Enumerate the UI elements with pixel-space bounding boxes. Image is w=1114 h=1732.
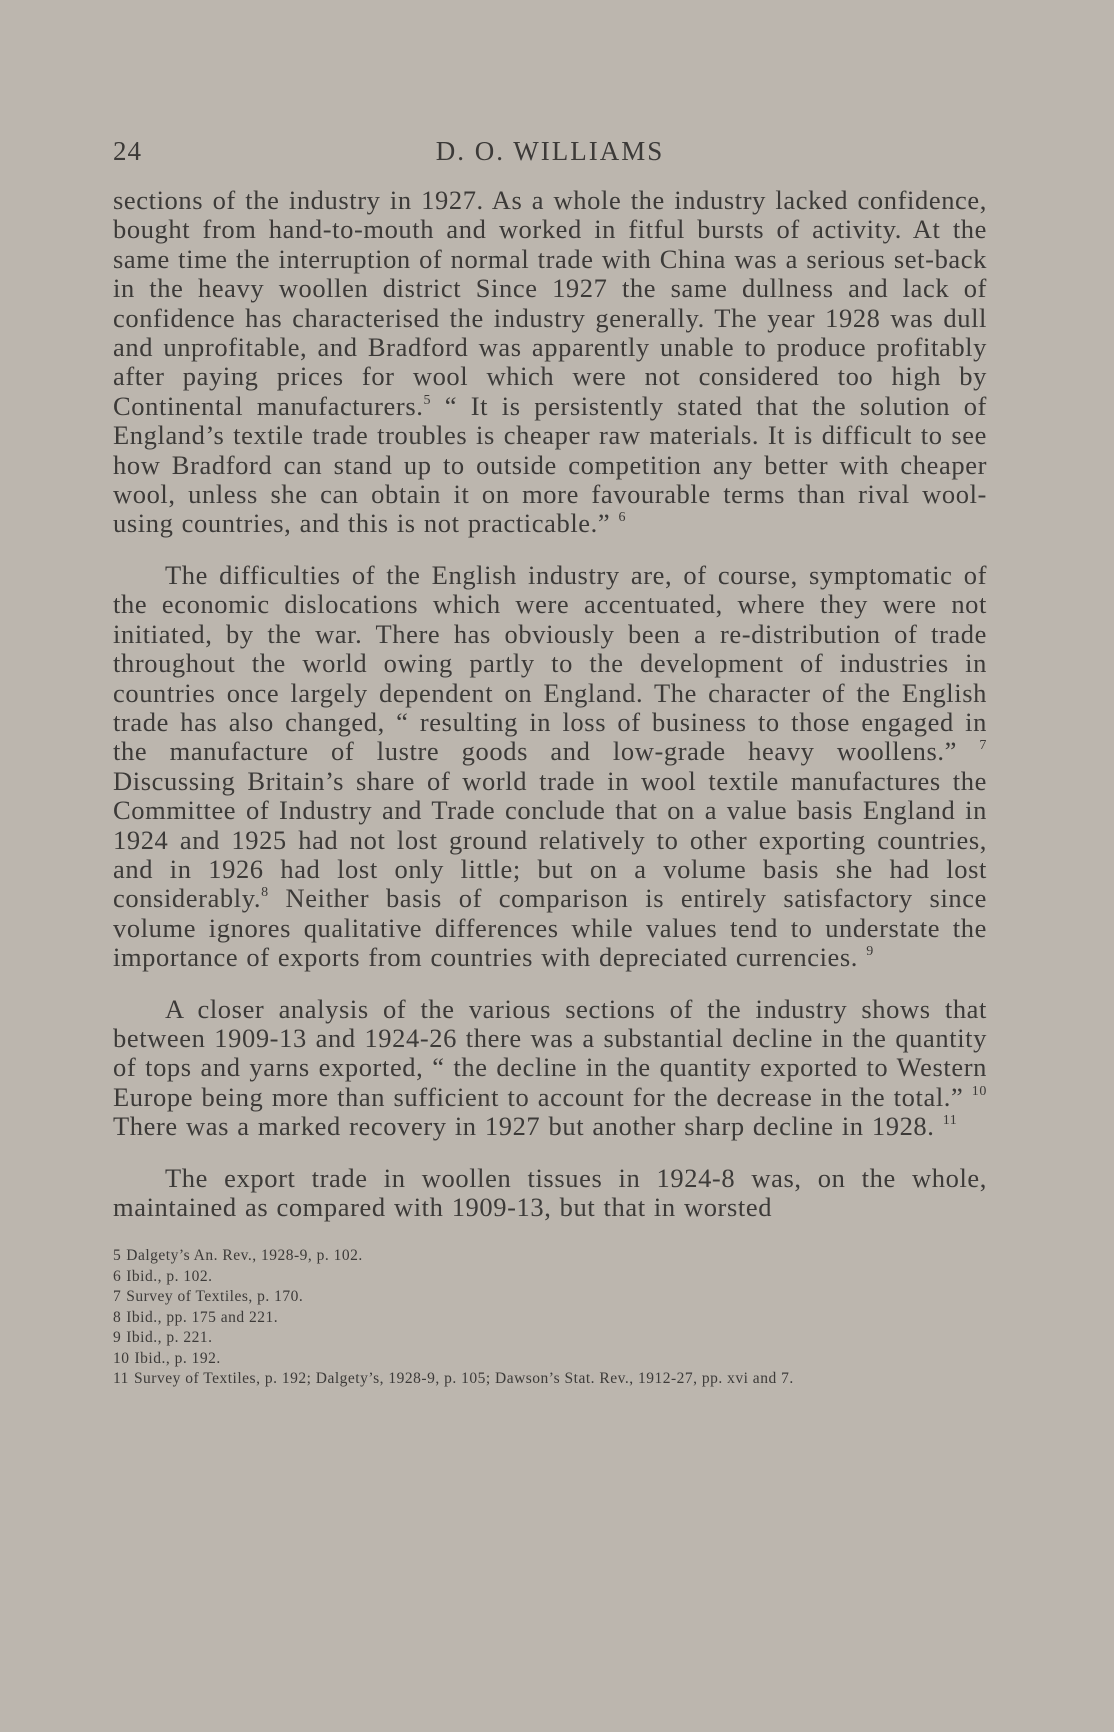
footnote-number: 5 <box>113 1247 122 1265</box>
text-run: The export trade in woollen tissues in 1924-8 was, on the whole, maintained as compared with 1909-13, but that in worsted <box>113 1162 987 1222</box>
footnote-ref-6: 6 <box>618 510 627 526</box>
page-number: 24 <box>113 136 142 166</box>
footnote-5 <box>113 1246 987 1267</box>
text-run: The difficulties of the English industry are, of course, symptomatic of the economic dislocations which were accentuated, where they were not initiated, by the war. There has obviously been a re-distribution of trade throughout the world owing partly to the development of industries in countries once largely dependent on England. The character of the English trade has also changed, “ resulting in loss of business to those engaged in the manufacture of lustre goods and low-grade heavy woollens.” <box>113 559 987 767</box>
text-run: Discussing Britain’s share of world trade in wool textile manufactures the Committee of Industry and Trade conclude that on a value basis England in 1924 and 1925 had not lost ground relatively to other exporting countries, and in 1926 had lost only little; but on a volume basis she had lost considerably. <box>113 765 987 914</box>
footnote-text: Survey of Textiles, p. 170. <box>126 1288 304 1306</box>
paragraph-2 <box>113 561 987 973</box>
footnote-number: 11 <box>113 1370 129 1388</box>
text-run: sections of the industry in 1927. As a whole the industry lacked confidence, bought from hand-to-mouth and worked in fitful bursts of activity. At the same time the interruption of normal trade with China was a serious set-back in the heavy woollen district Since 1927 the same dullness and lack of confidence has characterised the industry generally. The year 1928 was dull and unprofitable, and Bradford was apparently unable to produce profitably after paying prices for wool which were not considered too high by Continental manufacturers. <box>113 185 987 421</box>
book-page <box>113 132 987 1390</box>
footnote-10 <box>113 1349 987 1370</box>
footnote-ref-5: 5 <box>423 392 432 408</box>
footnote-9 <box>113 1328 987 1349</box>
paragraph-4 <box>113 1164 987 1223</box>
footnotes <box>113 1246 987 1390</box>
footnote-text: Dalgety’s An. Rev., 1928-9, p. 102. <box>126 1247 363 1265</box>
footnote-number: 8 <box>113 1308 122 1326</box>
text-run: Neither basis of comparison is entirely satisfactory since volume ignores qualitative differences while values tend to understate the importance of exports from countries with depreciated currencies. <box>113 883 987 973</box>
footnote-ref-7: 7 <box>979 738 987 754</box>
paragraph-3 <box>113 995 987 1142</box>
footnote-text: Ibid., p. 102. <box>126 1267 213 1285</box>
footnote-number: 10 <box>113 1349 130 1367</box>
footnote-text: Ibid., p. 192. <box>134 1349 221 1367</box>
footnote-text: Survey of Textiles, p. 192; Dalgety’s, 1928-9, p. 105; Dawson’s Stat. Rev., 1912-27, pp. xvi and 7. <box>133 1370 794 1388</box>
text-run: “ It is persistently stated that the solution of England’s textile trade troubles is cheaper raw materials. It is difficult to see how Bradford can stand up to outside competition any better with cheaper wool, unless she can obtain it on more favourable terms than rival wool-using countries, and this is not practicable.” <box>113 390 987 539</box>
page-header <box>113 132 987 176</box>
footnote-ref-10: 10 <box>971 1083 987 1099</box>
footnote-number: 9 <box>113 1329 122 1347</box>
footnote-6 <box>113 1267 987 1288</box>
footnote-11 <box>113 1369 987 1390</box>
footnote-8 <box>113 1308 987 1329</box>
footnote-text: Ibid., pp. 175 and 221. <box>126 1308 279 1326</box>
text-run: A closer analysis of the various sections of the industry shows that between 1909-13 and 1924-26 there was a substantial decline in the quantity of tops and yarns exported, “ the decline in the quantity exported to Western Europe being more than sufficient to account for the decrease in the total.” <box>113 993 987 1112</box>
footnote-ref-11: 11 <box>942 1113 958 1129</box>
paragraph-1 <box>113 186 987 539</box>
running-head: D. O. WILLIAMS <box>435 136 665 166</box>
text-run: There was a marked recovery in 1927 but another sharp decline in 1928. <box>113 1111 943 1142</box>
footnote-number: 6 <box>113 1267 122 1285</box>
footnote-7 <box>113 1287 987 1308</box>
footnote-text: Ibid., p. 221. <box>126 1329 213 1347</box>
footnote-number: 7 <box>113 1288 122 1306</box>
body-text <box>113 186 987 1222</box>
footnote-ref-8: 8 <box>261 885 269 901</box>
footnote-ref-9: 9 <box>866 944 874 960</box>
